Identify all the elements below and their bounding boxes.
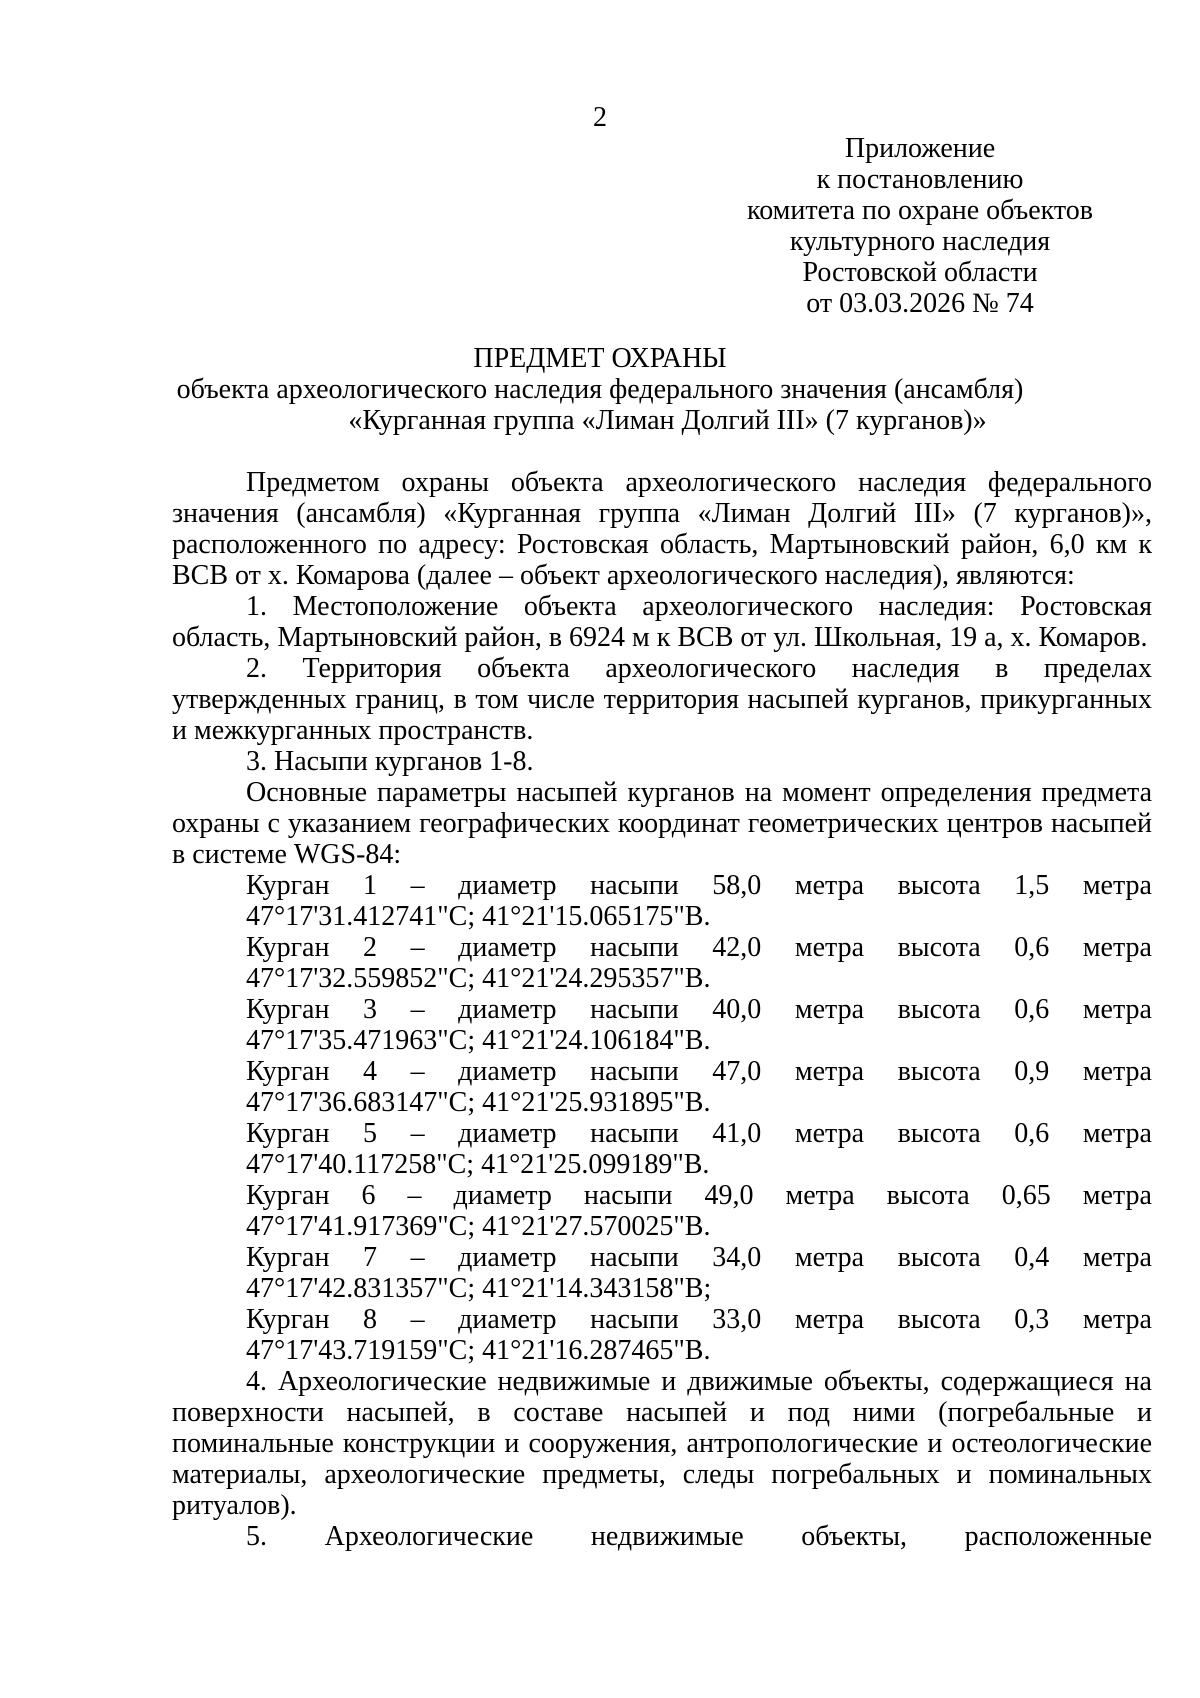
kurgan-word: высота: [897, 1118, 981, 1149]
kurgan-word: –: [410, 1056, 425, 1087]
kurgan-word: 47,0: [712, 1056, 762, 1087]
item-2-paragraph: 2. Территория объекта археологического наследия в пределах утвержденных границ, в том числе территория насыпей курганов, прикурганных и межкурганных пространств.: [172, 653, 1152, 746]
kurgan-coordinates: 47°17'36.683147"С; 41°21'25.931895"В.: [246, 1087, 711, 1118]
kurgan-word: 2: [363, 932, 378, 963]
kurgan-word: Курган: [246, 1118, 330, 1149]
kurgan-word: высота: [897, 1056, 981, 1087]
kurgan-coordinates: 47°17'31.412741"С; 41°21'15.065175"В.: [246, 901, 711, 932]
kurgan-word: метра: [1082, 932, 1152, 963]
kurgan-entry: [172, 1056, 1152, 1118]
kurgan-word: метра: [794, 1056, 865, 1087]
kurgan-word: 0,6: [1014, 994, 1050, 1025]
document-subtitle: объекта археологического наследия федерального значения (ансамбля): [176, 374, 1024, 405]
kurgan-entry: [172, 1118, 1152, 1180]
kurgan-parameters: [172, 1242, 1152, 1273]
kurgan-coordinates: 47°17'41.917369"С; 41°21'27.570025"В.: [246, 1211, 711, 1242]
kurgan-parameters: [172, 1304, 1152, 1335]
kurgan-word: Курган: [246, 1180, 330, 1211]
kurgan-word: метра: [1082, 870, 1152, 901]
kurgan-word: метра: [794, 994, 865, 1025]
kurgan-word: насыпи: [590, 1118, 679, 1149]
kurgan-coordinates: 47°17'42.831357"С; 41°21'14.343158"В;: [246, 1273, 712, 1304]
kurgan-word: 3: [363, 994, 378, 1025]
kurgan-word: –: [410, 994, 425, 1025]
kurgan-word: 1: [363, 870, 378, 901]
kurgan-word: насыпи: [590, 994, 679, 1025]
kurgan-word: насыпи: [590, 1056, 679, 1087]
kurgan-entry: [172, 1180, 1152, 1242]
item-1-paragraph: 1. Местоположение объекта археологического наследия: Ростовская область, Мартыновский район, в 6924 м к ВСВ от ул. Школьная, 19 а, х. Комаров.: [172, 591, 1152, 653]
kurgan-word: Курган: [246, 870, 330, 901]
kurgan-word: метра: [1082, 1242, 1152, 1273]
kurgan-word: 40,0: [712, 994, 762, 1025]
annex-block: [745, 133, 1095, 319]
kurgan-word: насыпи: [590, 1304, 679, 1335]
kurgan-word: насыпи: [583, 1180, 673, 1211]
kurgan-word: 34,0: [712, 1242, 762, 1273]
kurgan-word: метра: [794, 932, 865, 963]
kurgan-word: метра: [794, 1118, 865, 1149]
kurgan-word: высота: [897, 932, 981, 963]
kurgan-entry: [172, 994, 1152, 1056]
document-title: ПРЕДМЕТ ОХРАНЫ: [473, 343, 727, 374]
kurgan-word: метра: [785, 1180, 855, 1211]
kurgan-word: диаметр: [458, 870, 557, 901]
kurgan-word: Курган: [246, 932, 330, 963]
kurgan-word: Курган: [246, 994, 330, 1025]
kurgan-word: 7: [363, 1242, 378, 1273]
annex-line: Приложение: [844, 133, 996, 164]
intro-paragraph: Предметом охраны объекта археологического наследия федерального значения (ансамбля) «Курганная группа «Лиман Долгий III» (7 курганов)», расположенного по адресу: Ростовская область, Мартыновский район, 6,0 км к ВСВ от х. Комарова (далее – объект археологического наследия), являются:: [172, 467, 1152, 591]
kurgan-word: 0,3: [1014, 1304, 1050, 1335]
kurgan-word: 1,5: [1014, 870, 1050, 901]
kurgan-word: диаметр: [453, 1180, 552, 1211]
kurgan-word: метра: [1082, 994, 1152, 1025]
kurgan-coordinates: 47°17'35.471963"С; 41°21'24.106184"В.: [246, 1025, 711, 1056]
annex-line: Ростовской области: [802, 257, 1038, 288]
kurgan-word: 5: [363, 1118, 378, 1149]
kurgan-parameters: [172, 932, 1152, 963]
kurgan-parameters: [172, 1056, 1152, 1087]
kurgan-word: –: [410, 870, 425, 901]
kurgan-word: насыпи: [590, 932, 679, 963]
kurgan-word: метра: [1082, 1056, 1152, 1087]
kurgan-word: 33,0: [712, 1304, 762, 1335]
item-5-paragraph: 5. Археологические недвижимые объекты, расположенные: [246, 1521, 1152, 1552]
kurgan-word: 6: [361, 1180, 376, 1211]
annex-line: к постановлению: [816, 164, 1024, 195]
kurgan-word: диаметр: [458, 1304, 557, 1335]
kurgan-word: 41,0: [712, 1118, 762, 1149]
kurgan-word: 42,0: [712, 932, 762, 963]
annex-line: от 03.03.2026 № 74: [806, 288, 1034, 319]
kurgan-word: насыпи: [590, 870, 679, 901]
kurgan-word: высота: [886, 1180, 970, 1211]
kurgan-parameters: [172, 870, 1152, 901]
kurgan-parameters: [172, 1118, 1152, 1149]
params-intro-paragraph: Основные параметры насыпей курганов на момент определения предмета охраны с указанием географических координат геометрических центров насыпей в системе WGS-84:: [172, 777, 1152, 870]
kurgan-word: –: [410, 932, 425, 963]
kurgan-word: 49,0: [704, 1180, 754, 1211]
kurgan-word: высота: [897, 994, 981, 1025]
annex-line: культурного наследия: [789, 226, 1051, 257]
kurgan-word: 0,6: [1014, 1118, 1050, 1149]
kurgan-word: Курган: [246, 1242, 330, 1273]
kurgan-word: 4: [363, 1056, 378, 1087]
kurgan-word: –: [407, 1180, 422, 1211]
kurgan-entry: [172, 932, 1152, 994]
kurgan-word: высота: [897, 870, 981, 901]
document-subtitle-2: «Курганная группа «Лиман Долгий III» (7 курганов)»: [348, 405, 987, 436]
kurgan-coordinates: 47°17'32.559852"С; 41°21'24.295357"В.: [246, 963, 711, 994]
kurgan-parameters: [172, 1180, 1152, 1211]
kurgan-word: метра: [1082, 1180, 1152, 1211]
kurgan-word: Курган: [246, 1056, 330, 1087]
item-3-paragraph: 3. Насыпи курганов 1-8.: [246, 746, 534, 777]
kurgan-word: 0,65: [1001, 1180, 1051, 1211]
kurgan-entry: [172, 870, 1152, 932]
kurgan-coordinates: 47°17'43.719159"С; 41°21'16.287465"В.: [246, 1335, 711, 1366]
document-body: [172, 467, 1152, 1552]
kurgan-word: высота: [897, 1242, 981, 1273]
kurgan-word: 58,0: [712, 870, 762, 901]
kurgan-word: высота: [897, 1304, 981, 1335]
kurgan-word: диаметр: [458, 932, 557, 963]
kurgan-coordinates: 47°17'40.117258"С; 41°21'25.099189"В.: [246, 1149, 710, 1180]
kurgan-word: диаметр: [458, 1056, 557, 1087]
kurgan-word: –: [410, 1242, 425, 1273]
kurgan-list: [172, 870, 1152, 1366]
kurgan-word: метра: [794, 1304, 865, 1335]
kurgan-word: 0,6: [1014, 932, 1050, 963]
kurgan-word: –: [410, 1118, 425, 1149]
kurgan-entry: [172, 1304, 1152, 1366]
annex-line: комитета по охране объектов: [747, 195, 1093, 226]
kurgan-word: 8: [363, 1304, 378, 1335]
item-4-paragraph: 4. Археологические недвижимые и движимые объекты, содержащиеся на поверхности насыпей, в составе насыпей и под ними (погребальные и поминальные конструкции и сооружения, антропологические и остеологические материалы, археологические предметы, следы погребальных и поминальных ритуалов).: [172, 1366, 1152, 1521]
kurgan-word: метра: [794, 1242, 865, 1273]
kurgan-word: 0,9: [1014, 1056, 1050, 1087]
kurgan-word: –: [410, 1304, 425, 1335]
kurgan-entry: [172, 1242, 1152, 1304]
page-number: 2: [593, 102, 607, 133]
kurgan-word: метра: [1082, 1304, 1152, 1335]
kurgan-parameters: [172, 994, 1152, 1025]
kurgan-word: метра: [1082, 1118, 1152, 1149]
kurgan-word: 0,4: [1014, 1242, 1050, 1273]
kurgan-word: Курган: [246, 1304, 330, 1335]
kurgan-word: диаметр: [458, 994, 557, 1025]
kurgan-word: диаметр: [458, 1242, 557, 1273]
kurgan-word: диаметр: [458, 1118, 557, 1149]
kurgan-word: метра: [794, 870, 865, 901]
kurgan-word: насыпи: [590, 1242, 679, 1273]
